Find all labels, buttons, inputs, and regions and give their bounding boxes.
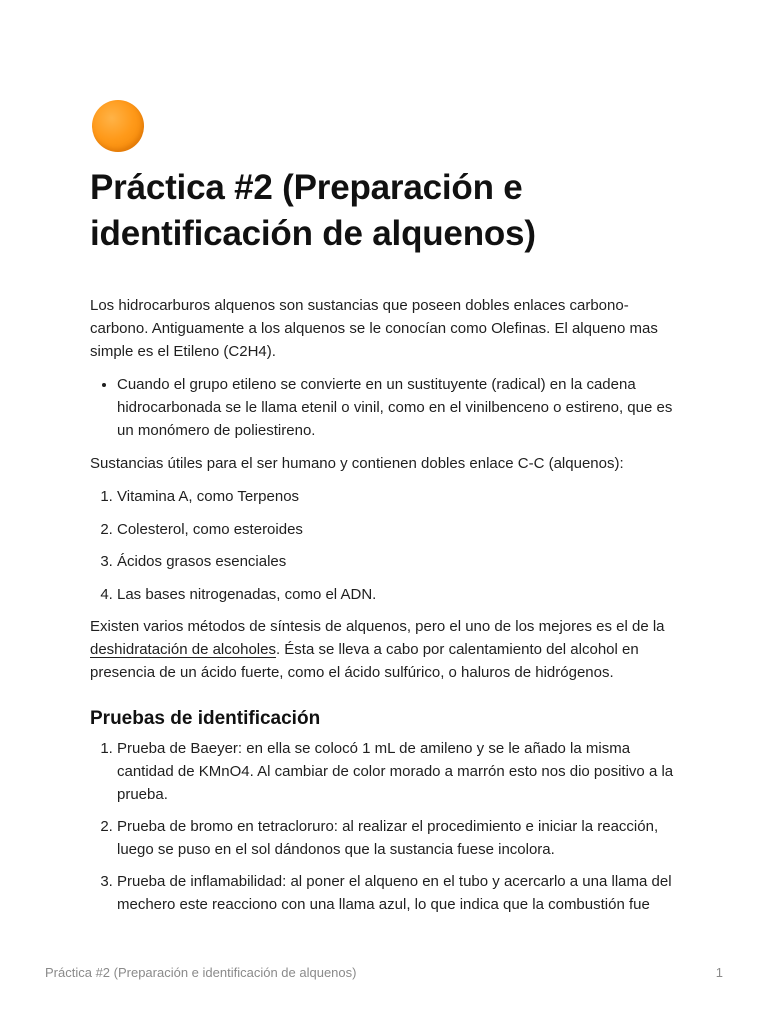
tests-list <box>90 737 680 916</box>
bullet-list <box>90 373 680 442</box>
list-item: 1. Prueba de Baeyer: en ella se colocó 1 mL de amileno y se le añado la misma cantidad de KMnO4. Al cambiar de color morado a marrón esto nos dio positivo a la prueba. <box>117 737 680 806</box>
methods-paragraph <box>90 615 680 684</box>
list-item: 2. Prueba de bromo en tetracloruro: al realizar el procedimiento e iniciar la reacción, luego se puso en el sol dándonos que la sustancia fuese incolora. <box>117 815 680 861</box>
footer-title: Práctica #2 (Preparación e identificación de alquenos) <box>45 965 357 980</box>
orange-circle-icon <box>92 100 144 152</box>
page-number: 1 <box>715 965 723 980</box>
list-item: 2. Colesterol, como esteroides <box>117 518 680 541</box>
dehydration-link[interactable]: deshidratación de alcoholes <box>90 641 276 658</box>
tests-heading: Pruebas de identificación <box>90 708 321 729</box>
list-item: • Cuando el grupo etileno se convierte en un sustituyente (radical) en la cadena hidrocarbonada se le llama etenil o vinil, como en el vinilbenceno o estireno, que es un monómero de poliestireno. <box>117 373 680 442</box>
list-item: 1. Vitamina A, como Terpenos <box>117 485 680 508</box>
list-item: 4. Las bases nitrogenadas, como el ADN. <box>117 583 680 606</box>
substances-intro: Sustancias útiles para el ser humano y contienen dobles enlace C-C (alquenos): <box>90 455 624 472</box>
list-item: 3. Ácidos grasos esenciales <box>117 550 680 573</box>
methods-text-after: . Ésta se lleva a cabo por calentamiento del alcohol en presencia de un ácido fuerte, como el ácido sulfúrico, o haluros de hidrógenos. <box>90 641 639 681</box>
intro-paragraph: Los hidrocarburos alquenos son sustancias que poseen dobles enlaces carbono-carbono. Antiguamente a los alquenos se le conocían como Olefinas. El alqueno mas simple es el Etileno (C2H4). <box>90 297 658 360</box>
substances-list <box>90 485 680 606</box>
page-footer <box>45 965 723 980</box>
methods-text-before: Existen varios métodos de síntesis de alquenos, pero el uno de los mejores es el de la <box>90 618 665 635</box>
list-item: 3. Prueba de inflamabilidad: al poner el alqueno en el tubo y acercarlo a una llama del mechero este reacciono con una llama azul, lo que indica que la combustión fue <box>117 870 680 916</box>
page-title: Práctica #2 (Preparación e identificación de alquenos) <box>90 168 536 253</box>
document-page <box>90 100 680 925</box>
